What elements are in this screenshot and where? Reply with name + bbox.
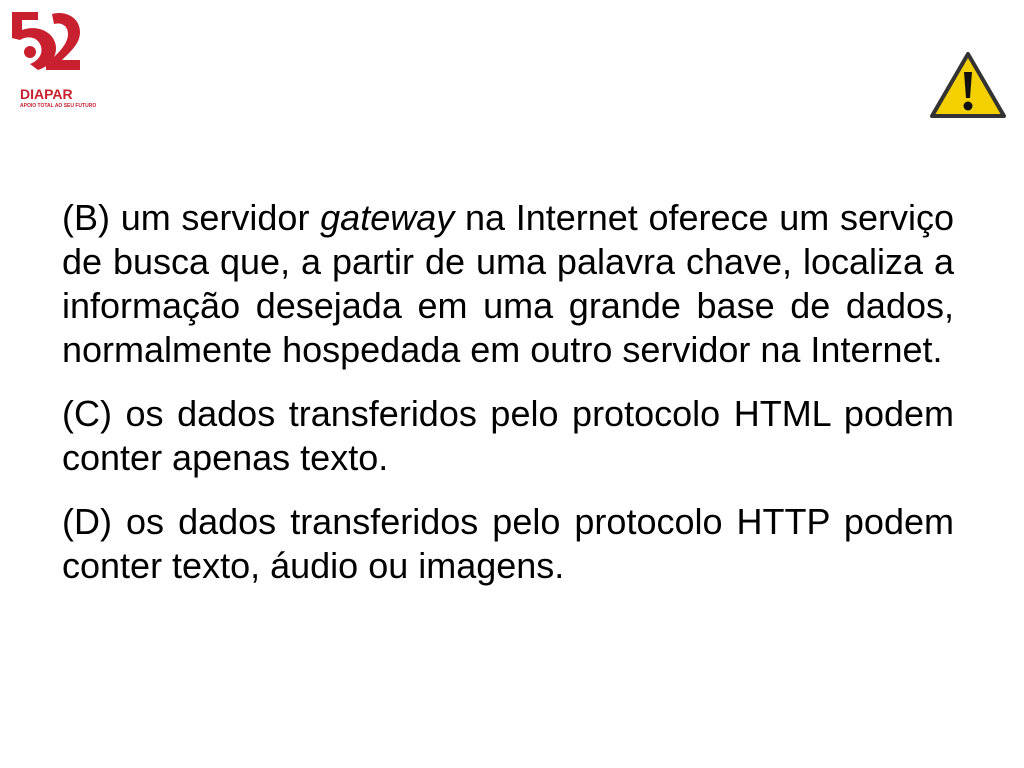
option-d: (D) os dados transferidos pelo protocolo HTTP podem conter texto, áudio ou imagens. [62,501,954,586]
diapar-logo [8,8,97,109]
logo-tagline: APOIO TOTAL AO SEU FUTURO [20,103,97,109]
diapar-logo-mark [8,8,86,86]
logo-name: DIAPAR [20,86,73,102]
option-b-prefix: (B) um servidor [62,197,321,238]
option-b-emphasis: gateway [320,197,455,238]
option-b [62,196,954,372]
option-b-rest: na Internet oferece um serviço de busca que, a partir de uma palavra chave, localiza a informação desejada em uma grande base de dados, normalmente hospedada em outro servidor na Internet. [62,197,955,370]
answer-options [62,196,954,588]
warning-icon [928,50,1008,120]
option-c: (C) os dados transferidos pelo protocolo HTML podem conter apenas texto. [62,393,954,478]
